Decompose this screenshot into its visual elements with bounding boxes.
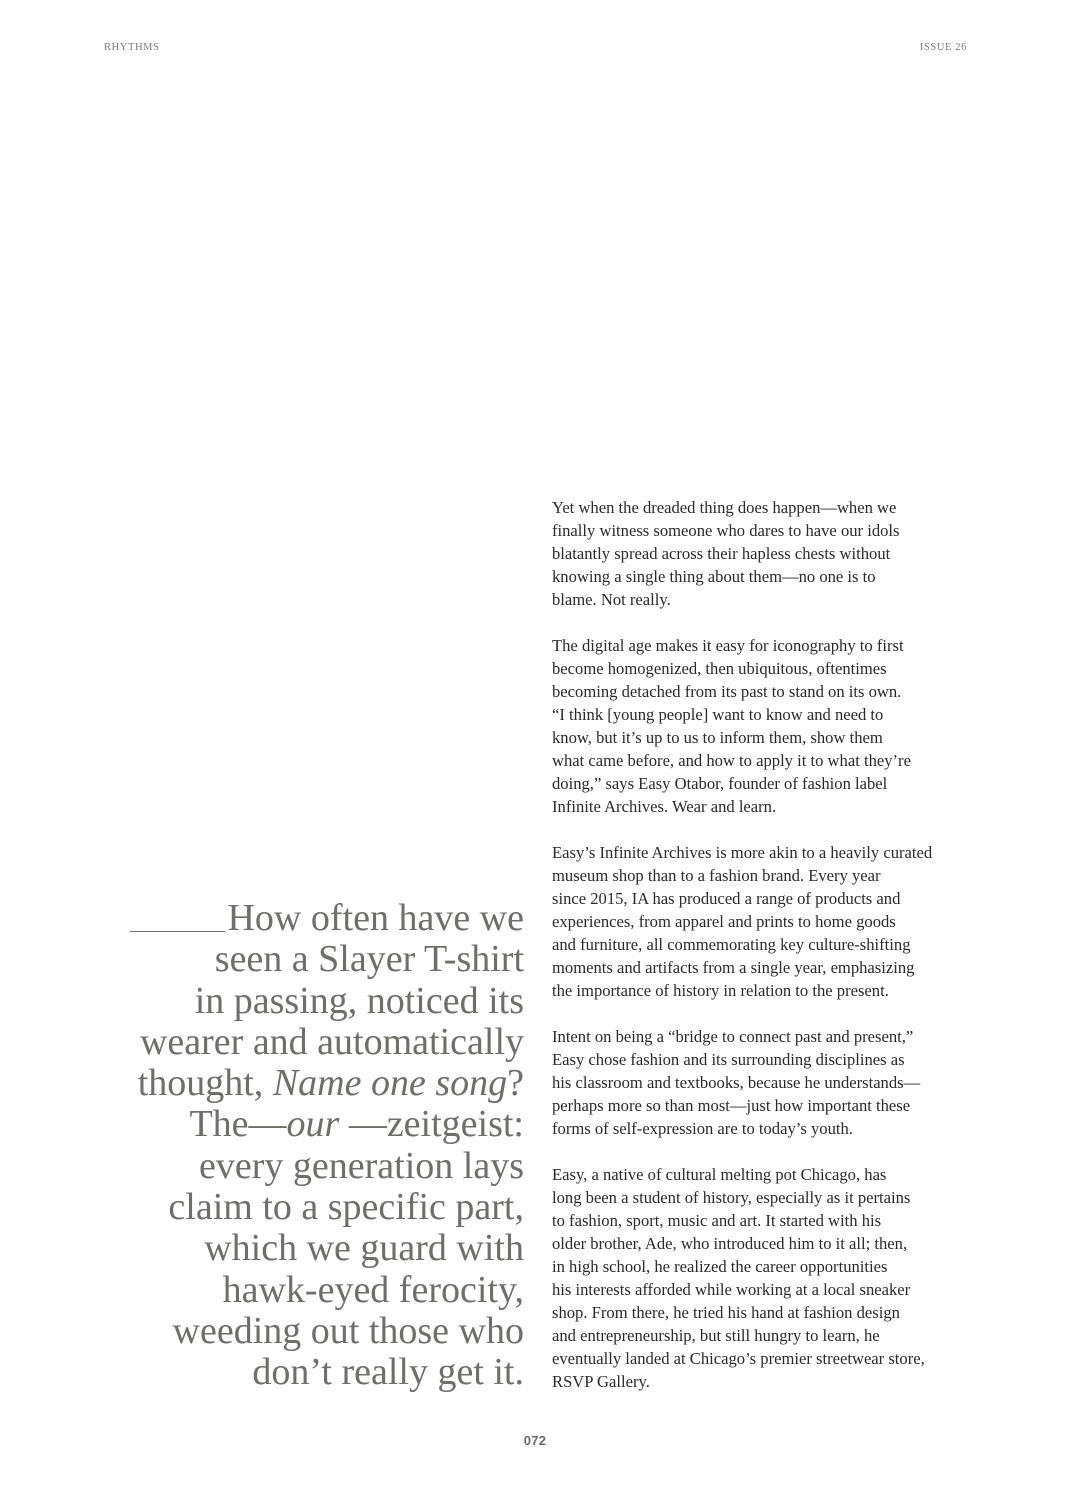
pull-quote-text: The— <box>189 1103 287 1146</box>
body-line: know, but it’s up to us to inform them, show them <box>552 728 883 747</box>
body-line: Yet when the dreaded thing does happen—when we <box>552 498 897 517</box>
body-line: “I think [young people] want to know and need to <box>552 705 884 724</box>
body-line: to fashion, sport, music and art. It started with his <box>552 1211 882 1230</box>
body-line: blame. Not really. <box>552 590 671 609</box>
pull-quote-line: hawk-eyed ferocity, <box>222 1268 524 1311</box>
body-line: doing,” says Easy Otabor, founder of fashion label <box>552 774 888 793</box>
body-line: forms of self-expression are to today’s youth. <box>552 1119 853 1138</box>
pull-quote-line: don’t really get it. <box>252 1351 524 1394</box>
body-line: in high school, he realized the career opportunities <box>552 1257 888 1276</box>
pull-quote-line <box>100 1063 524 1104</box>
issue-running-head: ISSUE 26 <box>919 42 967 53</box>
body-line: the importance of history in relation to the present. <box>552 981 889 1000</box>
body-line: and furniture, all commemorating key culture-shifting <box>552 935 911 954</box>
body-line: shop. From there, he tried his hand at fashion design <box>552 1303 900 1322</box>
pull-quote <box>100 898 524 1394</box>
body-line: perhaps more so than most—just how important these <box>552 1096 911 1115</box>
body-line: blatantly spread across their hapless chests without <box>552 544 891 563</box>
body-line: Easy chose fashion and its surrounding disciplines as <box>552 1050 905 1069</box>
body-line: Intent on being a “bridge to connect past and present,” <box>552 1027 914 1046</box>
body-paragraph <box>552 496 972 611</box>
pull-quote-line <box>100 898 524 939</box>
body-line: become homogenized, then ubiquitous, oftentimes <box>552 659 887 678</box>
pull-quote-text: thought, <box>137 1062 273 1105</box>
body-paragraph <box>552 1025 972 1140</box>
body-line: moments and artifacts from a single year, emphasizing <box>552 958 915 977</box>
pull-quote-line: seen a Slayer T-shirt <box>214 938 524 981</box>
body-line: long been a student of history, especially as it pertains <box>552 1188 911 1207</box>
body-line: older brother, Ade, who introduced him to it all; then, <box>552 1234 908 1253</box>
pull-quote-line <box>100 1104 524 1145</box>
pull-quote-italic: Name one song <box>272 1062 508 1105</box>
pull-quote-line: which we guard with <box>204 1227 524 1270</box>
body-line: his interests afforded while working at a local sneaker <box>552 1280 911 1299</box>
pull-quote-line: weeding out those who <box>172 1309 524 1352</box>
body-paragraph <box>552 1163 972 1393</box>
pull-quote-rule <box>130 931 225 933</box>
body-line: RSVP Gallery. <box>552 1372 650 1391</box>
body-line: Easy’s Infinite Archives is more akin to a heavily curated <box>552 843 933 862</box>
body-line: his classroom and textbooks, because he understands— <box>552 1073 921 1092</box>
body-line: experiences, from apparel and prints to home goods <box>552 912 896 931</box>
pull-quote-line: in passing, noticed its <box>194 979 524 1022</box>
body-paragraph <box>552 841 972 1002</box>
body-line: becoming detached from its past to stand on its own. <box>552 682 902 701</box>
body-line: eventually landed at Chicago’s premier streetwear store, <box>552 1349 925 1368</box>
article-body <box>552 496 972 1416</box>
body-line: finally witness someone who dares to have our idols <box>552 521 900 540</box>
body-line: museum shop than to a fashion brand. Every year <box>552 866 881 885</box>
section-running-head: RHYTHMS <box>104 42 160 53</box>
pull-quote-line: wearer and automatically <box>139 1020 524 1063</box>
pull-quote-italic: our <box>286 1103 340 1146</box>
page-number: 072 <box>523 1433 547 1448</box>
pull-quote-line: claim to a specific part, <box>168 1186 524 1229</box>
body-line: since 2015, IA has produced a range of products and <box>552 889 901 908</box>
body-line: knowing a single thing about them—no one is to <box>552 567 876 586</box>
body-line: Infinite Archives. Wear and learn. <box>552 797 777 816</box>
pull-quote-line: every generation lays <box>199 1144 524 1187</box>
body-line: what came before, and how to apply it to what they’re <box>552 751 911 770</box>
body-line: Easy, a native of cultural melting pot Chicago, has <box>552 1165 887 1184</box>
pull-quote-text: ? <box>507 1062 524 1105</box>
body-line: The digital age makes it easy for iconography to first <box>552 636 904 655</box>
body-line: and entrepreneurship, but still hungry to learn, he <box>552 1326 880 1345</box>
body-paragraph <box>552 634 972 818</box>
pull-quote-text: How often have we <box>227 897 524 939</box>
pull-quote-text: —zeitgeist: <box>339 1103 524 1146</box>
